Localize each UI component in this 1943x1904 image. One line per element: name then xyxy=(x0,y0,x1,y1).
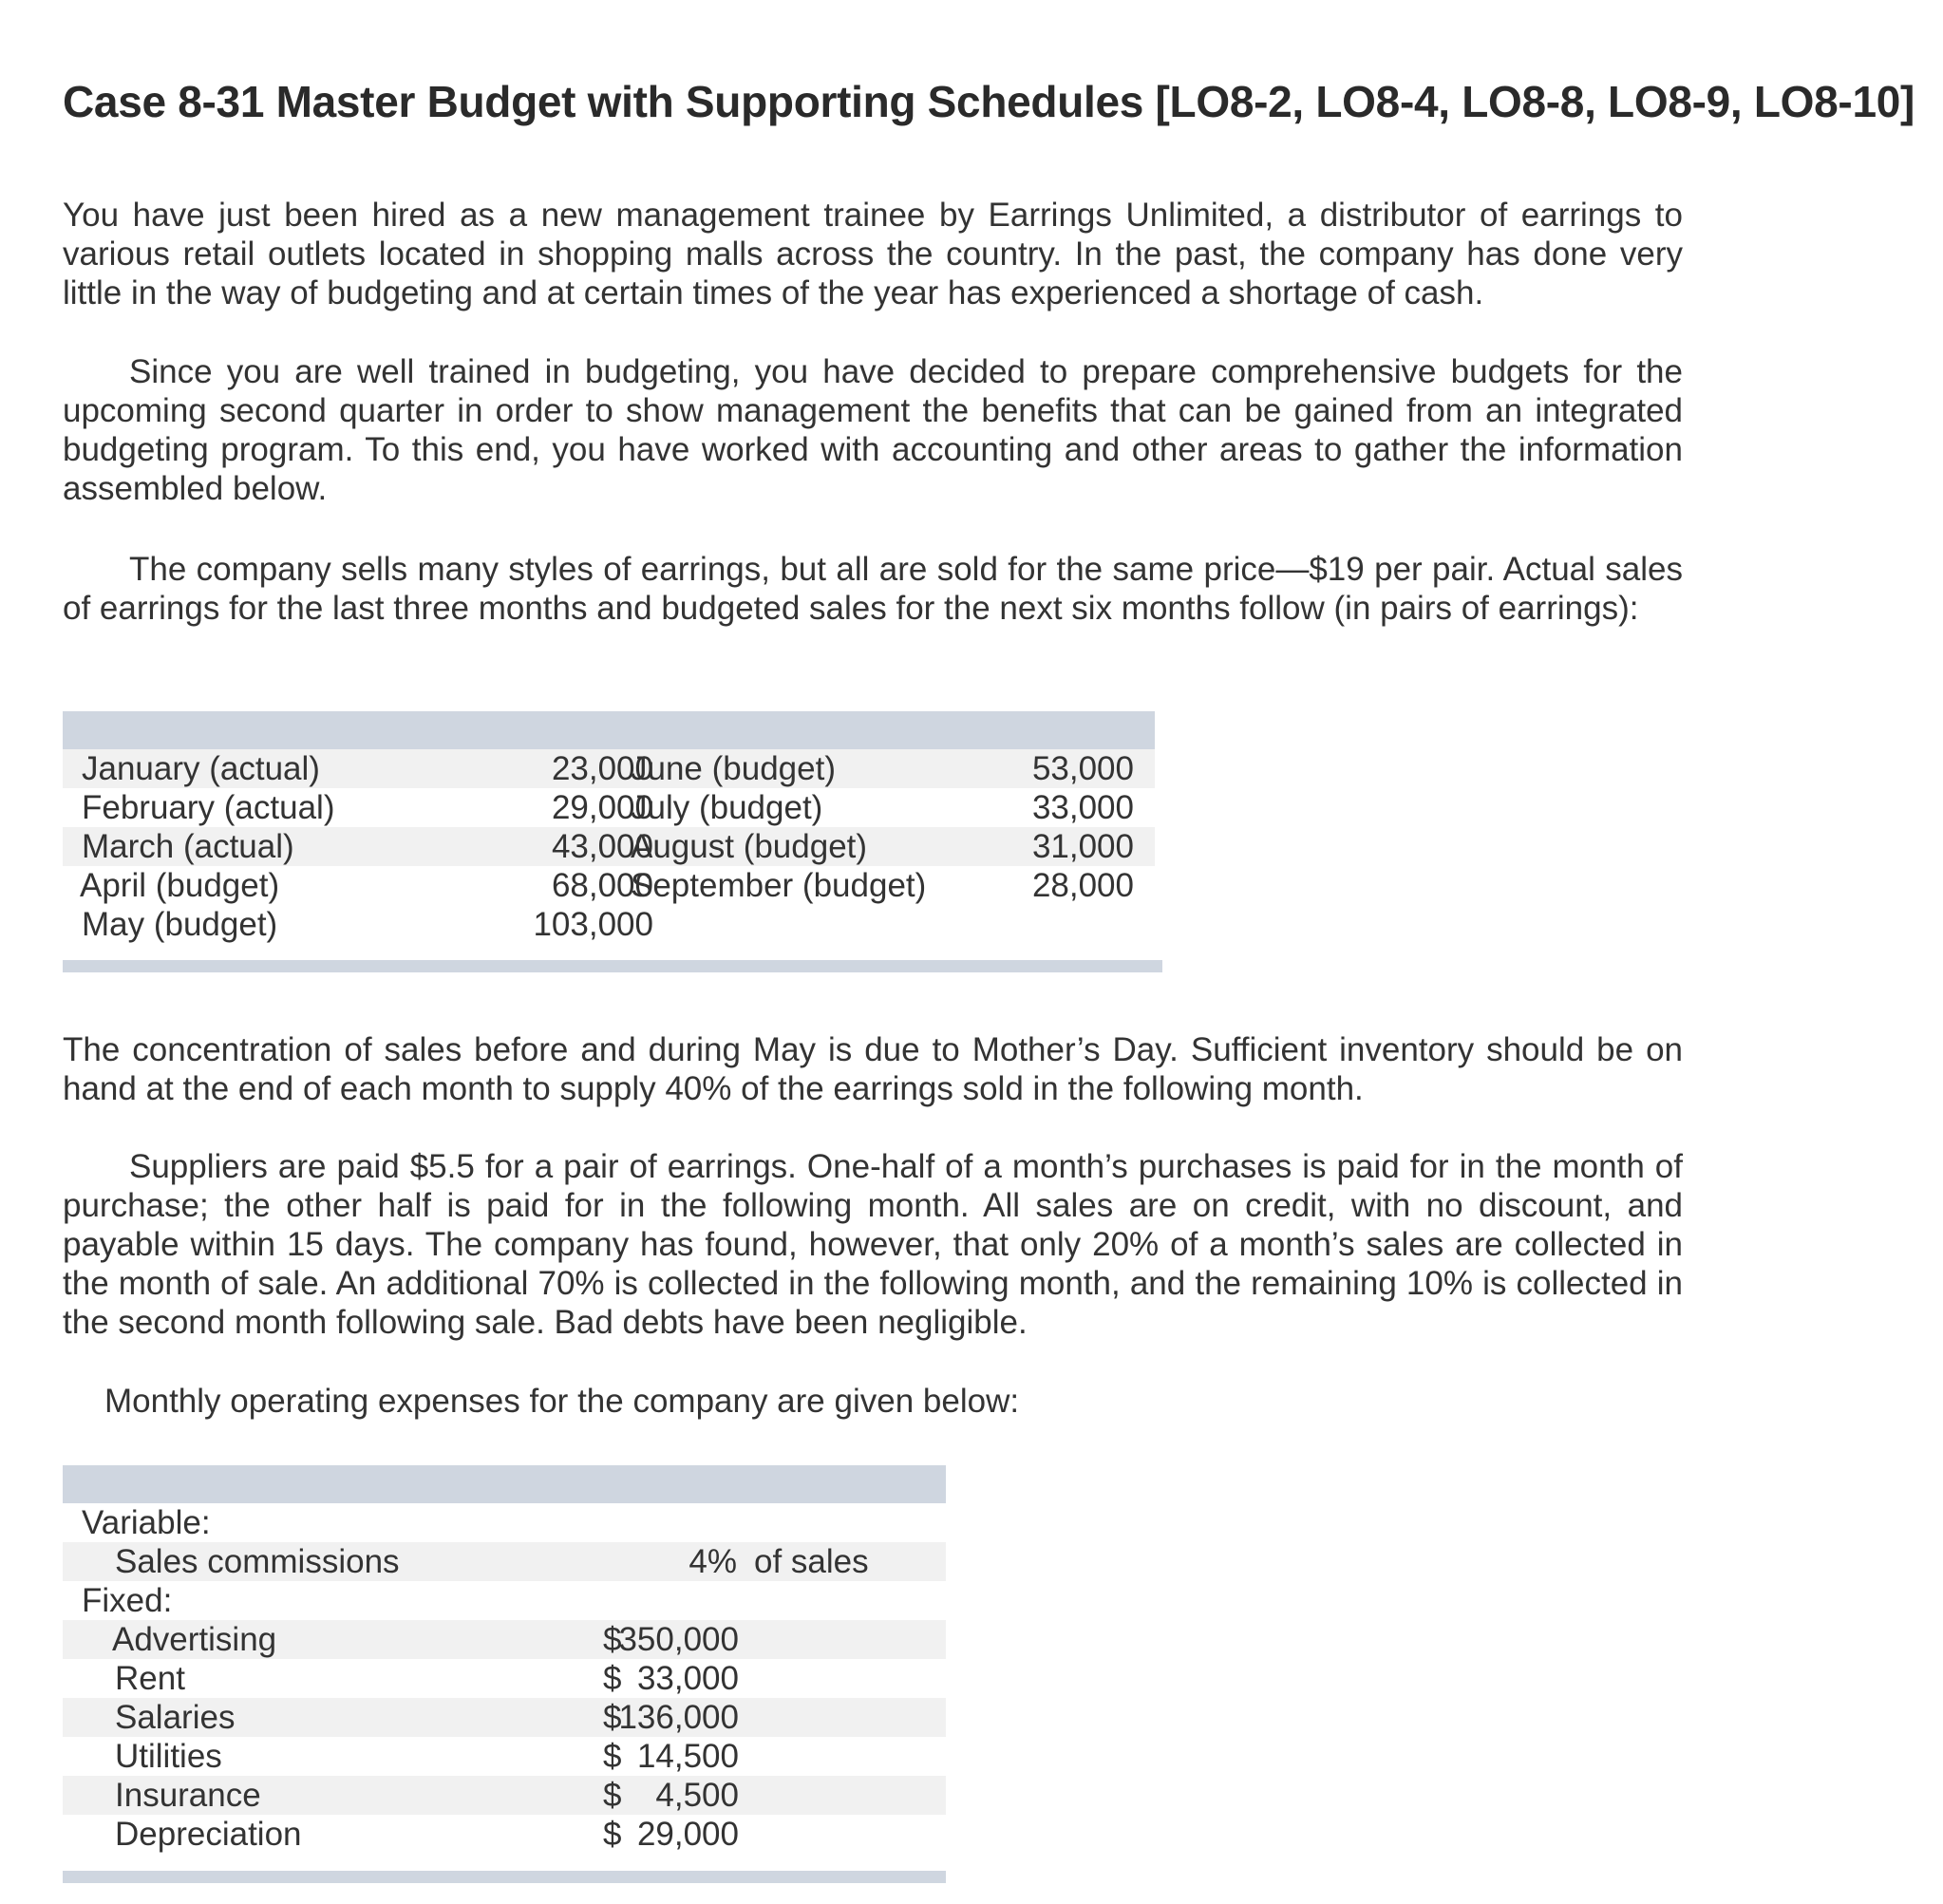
paragraph-budgeting: Since you are well trained in budgeting, you have decided to prepare comprehensive budgets for the upcoming second quarter in order to show management the benefits that can be gained from an integrated budgeting program. To this end, you have worked with accounting and other areas to gather the information assembled below. xyxy=(63,353,1683,507)
currency-symbol: $ xyxy=(603,1777,622,1814)
month-label: July (budget) xyxy=(631,789,823,826)
expense-value: 136,000 xyxy=(618,1699,739,1736)
month-label: April (budget) xyxy=(80,867,280,904)
month-label: August (budget) xyxy=(631,828,868,865)
month-label: September (budget) xyxy=(631,867,927,904)
expenses-table-header xyxy=(63,1465,946,1503)
expenses-table xyxy=(63,1465,946,1883)
currency-symbol: $ xyxy=(603,1699,622,1736)
table-row xyxy=(63,1503,946,1542)
sales-value: 23,000 xyxy=(551,750,653,787)
sales-value: 29,000 xyxy=(551,789,653,826)
expense-label: Rent xyxy=(115,1660,185,1697)
month-label: May (budget) xyxy=(82,906,278,943)
table-row xyxy=(63,1698,946,1737)
month-label: June (budget) xyxy=(631,750,836,787)
expense-value: 33,000 xyxy=(636,1660,739,1697)
expense-value: 29,000 xyxy=(636,1816,739,1853)
page-title: Case 8-31 Master Budget with Supporting Schedules [LO8-2, LO8-4, LO8-8, LO8-9, LO8-10] xyxy=(63,77,1915,126)
paragraph-expenses-intro: Monthly operating expenses for the company are given below: xyxy=(104,1383,1020,1420)
expense-label: Utilities xyxy=(115,1738,222,1775)
sales-value: 53,000 xyxy=(1031,750,1134,787)
table-row xyxy=(63,1776,946,1815)
expense-label: Sales commissions xyxy=(115,1543,400,1580)
paragraph-payments-collections: Suppliers are paid $5.5 for a pair of earrings. One-half of a month’s purchases is paid for in the month of purchase; the other half is paid for in the following month. All sales are on credit, with no discount, and payable within 15 days. The company has found, however, that only 20% of a month’s sales are collected in the month of sale. An additional 70% is collected in the following month, and the remaining 10% is collected in the second month following sale. Bad debts have been negligible. xyxy=(63,1148,1683,1341)
table-row xyxy=(63,905,1155,944)
month-label: March (actual) xyxy=(82,828,294,865)
table-row xyxy=(63,1581,946,1620)
currency-symbol: $ xyxy=(603,1660,622,1697)
fixed-label: Fixed: xyxy=(82,1582,173,1619)
expense-label: Salaries xyxy=(115,1699,236,1736)
currency-symbol: $ xyxy=(603,1621,622,1658)
sales-value: 68,000 xyxy=(551,867,653,904)
expenses-table-footer xyxy=(63,1871,946,1883)
table-row xyxy=(63,788,1155,827)
sales-value: 43,000 xyxy=(551,828,653,865)
expense-value: 14,500 xyxy=(636,1738,739,1775)
commission-rate: 4% xyxy=(689,1543,737,1580)
table-row xyxy=(63,1659,946,1698)
table-row xyxy=(63,1542,946,1581)
currency-symbol: $ xyxy=(603,1738,622,1775)
sales-value: 103,000 xyxy=(533,906,653,943)
sales-table xyxy=(63,711,1162,973)
sales-table-footer xyxy=(63,960,1162,972)
expense-value: 350,000 xyxy=(618,1621,739,1658)
sales-value: 28,000 xyxy=(1031,867,1134,904)
table-row xyxy=(63,866,1155,905)
sales-value: 33,000 xyxy=(1031,789,1134,826)
month-label: January (actual) xyxy=(82,750,320,787)
currency-symbol: $ xyxy=(603,1816,622,1853)
table-row xyxy=(63,1815,946,1854)
table-row xyxy=(63,827,1155,866)
month-label: February (actual) xyxy=(82,789,335,826)
commission-suffix: of sales xyxy=(754,1543,869,1580)
variable-label: Variable: xyxy=(82,1504,211,1541)
table-row xyxy=(63,1620,946,1659)
paragraph-intro: You have just been hired as a new management trainee by Earrings Unlimited, a distributor of earrings to various retail outlets located in shopping malls across the country. In the past, the company has done very little in the way of budgeting and at certain times of the year has experienced a shortage of cash. xyxy=(63,197,1683,311)
table-row xyxy=(63,1737,946,1776)
sales-value: 31,000 xyxy=(1031,828,1134,865)
expense-label: Advertising xyxy=(112,1621,277,1658)
sales-table-header xyxy=(63,711,1155,749)
expense-value: 4,500 xyxy=(655,1777,739,1814)
expense-label: Insurance xyxy=(115,1777,261,1814)
paragraph-sales-intro: The company sells many styles of earrings, but all are sold for the same price—$19 per pair. Actual sales of earrings for the last three months and budgeted sales for the next six months follow (in pairs of earrings): xyxy=(63,551,1683,627)
paragraph-inventory: The concentration of sales before and during May is due to Mother’s Day. Sufficient inventory should be on hand at the end of each month to supply 40% of the earrings sold in the following month. xyxy=(63,1031,1683,1107)
expense-label: Depreciation xyxy=(115,1816,302,1853)
table-row xyxy=(63,749,1155,788)
